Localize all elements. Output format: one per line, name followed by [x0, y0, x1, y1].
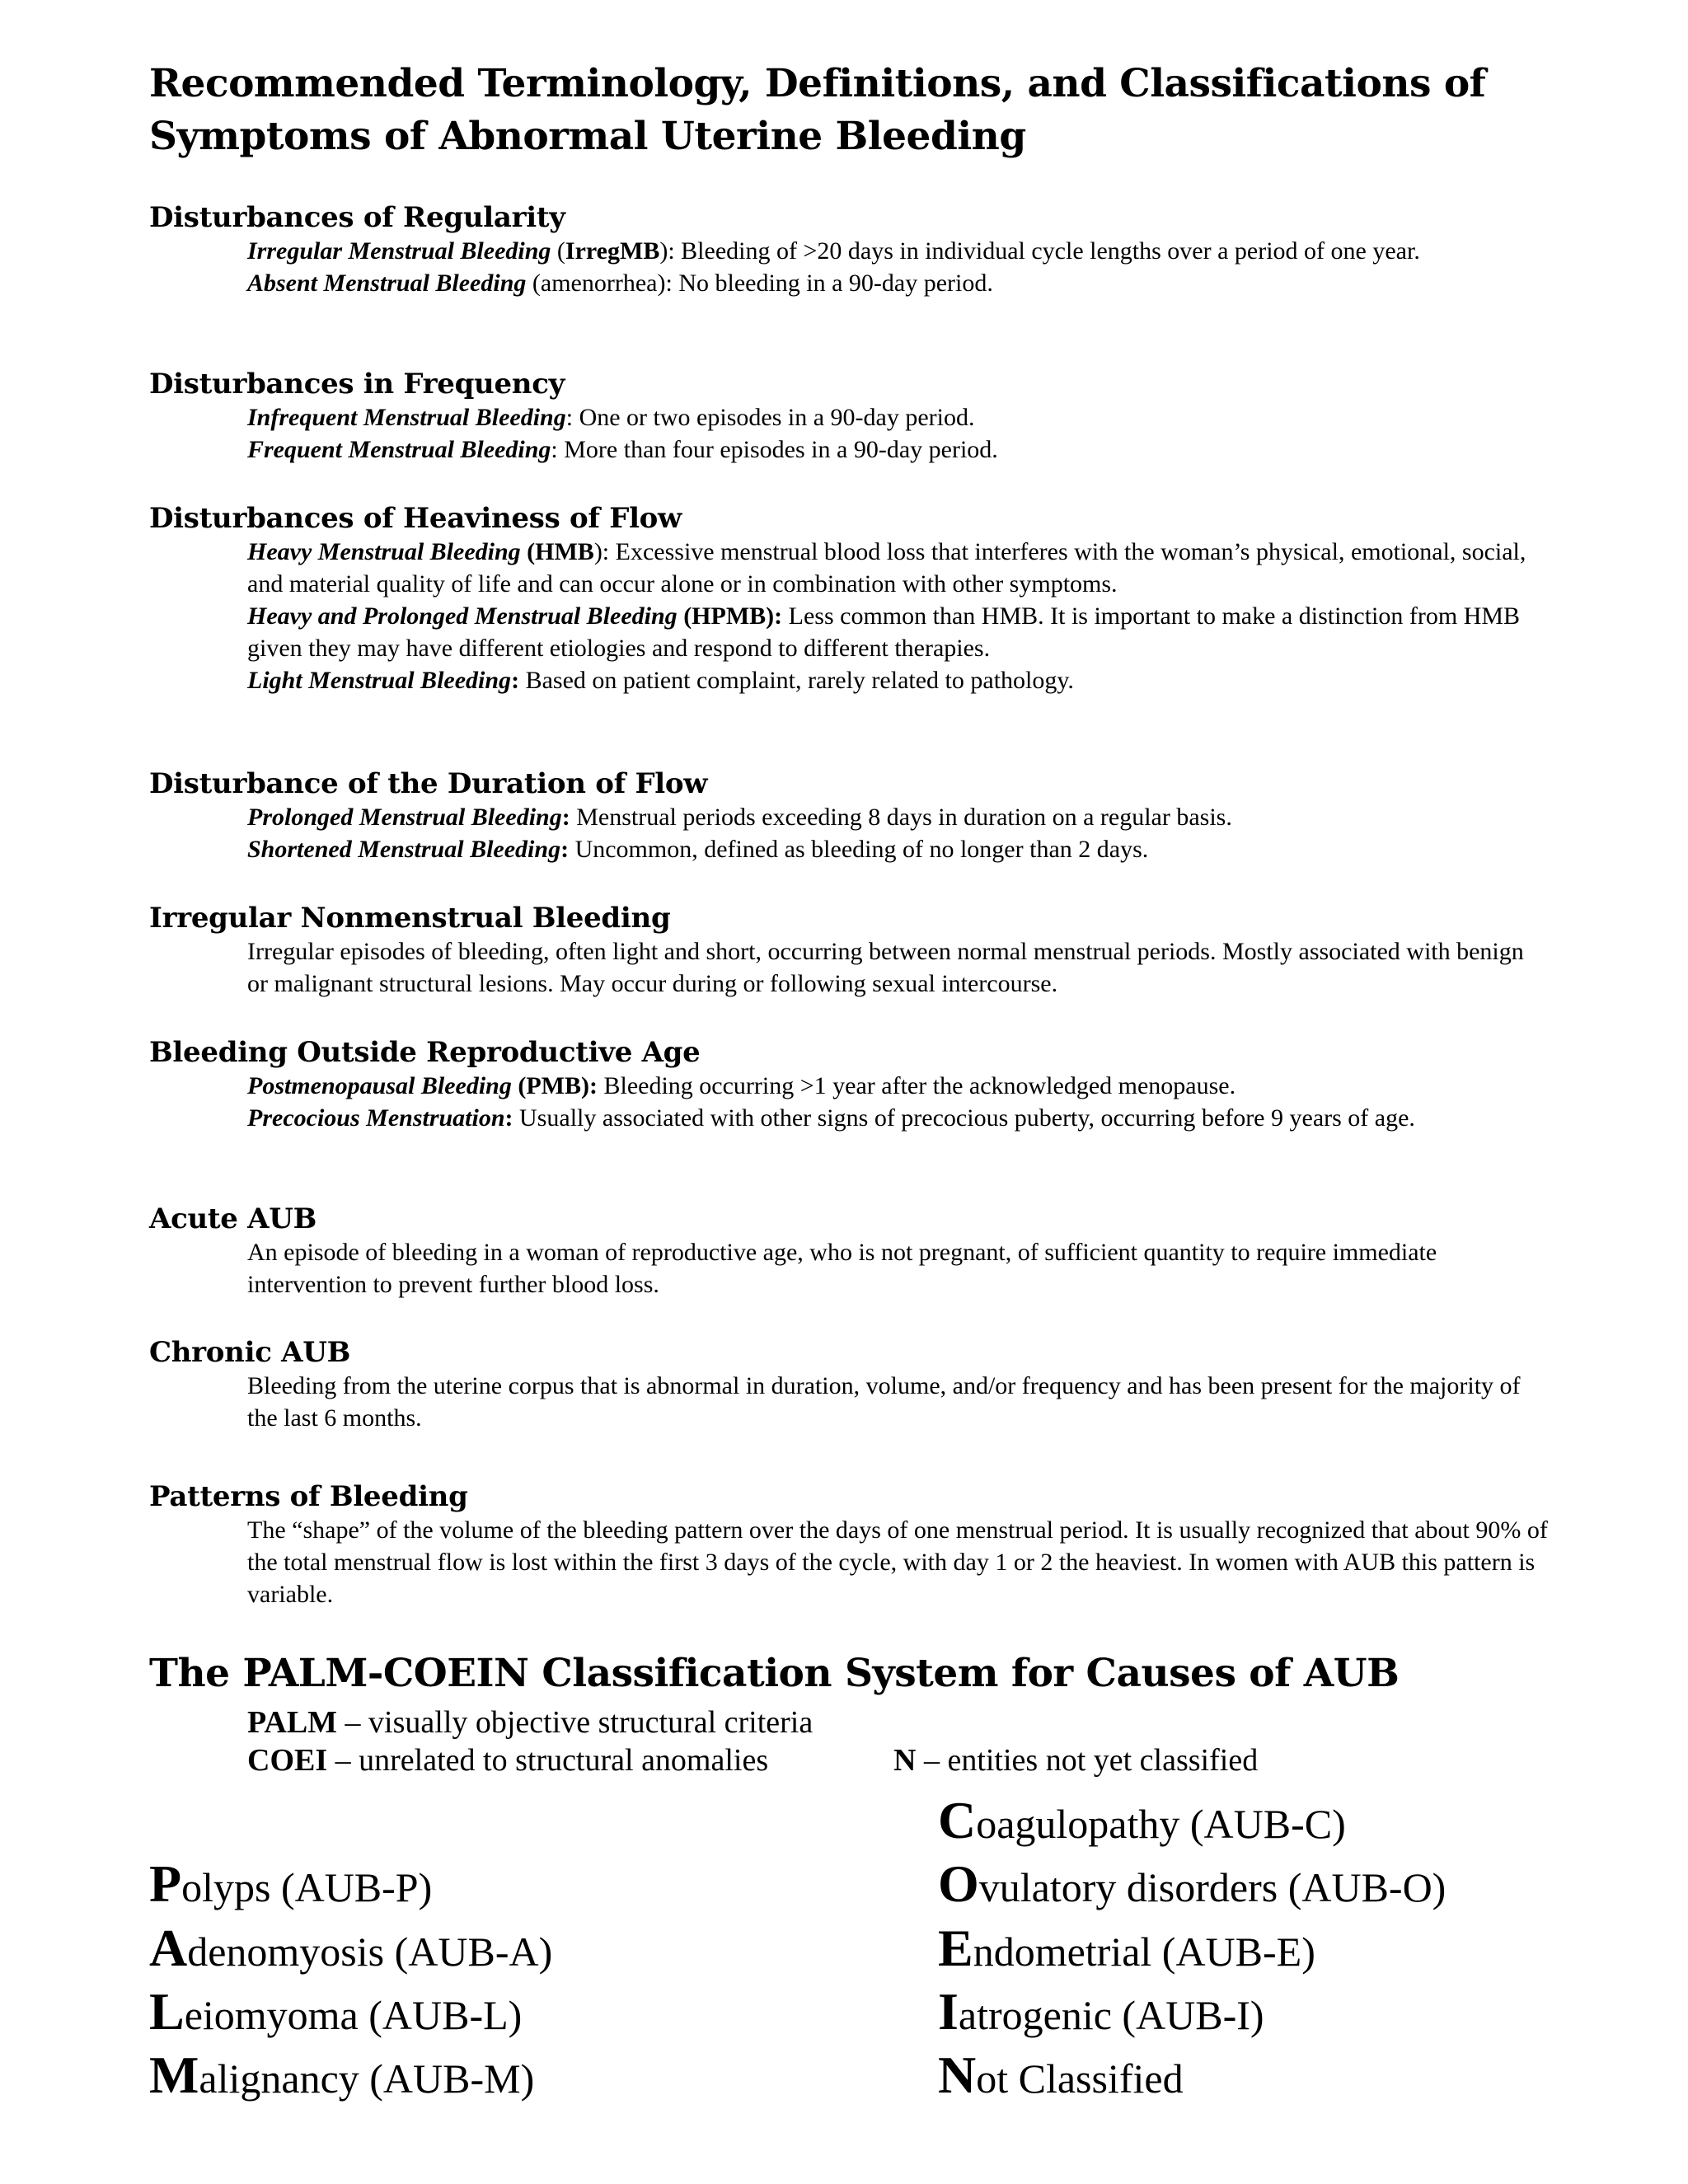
definition-entry: Infrequent Menstrual Bleeding: One or two episodes in a 90-day period. [247, 404, 975, 431]
cause-leiomyoma: Leiomyoma (AUB-L) [149, 1982, 523, 2041]
section-regularity [149, 200, 1550, 299]
definition-entry: Heavy and Prolonged Menstrual Bleeding (HPMB): Less common than HMB. It is important to make a distinction from HMB given they may have different etiologies and respond to different therapies. [247, 602, 1521, 662]
section-outside-reproductive-age [149, 1035, 1550, 1134]
section-nonmenstrual [149, 901, 1550, 1000]
definition-entry: Postmenopausal Bleeding (PMB): Bleeding occurring >1 year after the acknowledged menopause. [247, 1072, 1236, 1099]
section-heading: Disturbances of Heaviness of Flow [149, 502, 682, 535]
section-heading: Disturbance of the Duration of Flow [149, 767, 708, 800]
section-heaviness [149, 501, 1550, 696]
section-chronic-aub [149, 1335, 1550, 1434]
cause-endometrial: Endometrial (AUB-E) [938, 1919, 1315, 1977]
definition-entry: Shortened Menstrual Bleeding: Uncommon, defined as bleeding of no longer than 2 days. [247, 836, 1149, 863]
cause-malignancy: Malignancy (AUB-M) [149, 2046, 535, 2104]
cause-coagulopathy: Coagulopathy (AUB-C) [938, 1791, 1346, 1849]
section-frequency [149, 367, 1550, 466]
section-heading: Patterns of Bleeding [149, 1480, 468, 1513]
section-acute-aub [149, 1202, 1550, 1301]
definition-entry: Irregular Menstrual Bleeding (IrregMB): Bleeding of >20 days in individual cycle lengths over a period of one year. [247, 237, 1420, 265]
definition-entry: An episode of bleeding in a woman of reproductive age, who is not pregnant, of sufficient quantity to require immediate intervention to prevent further blood loss. [247, 1239, 1437, 1298]
cause-iatrogenic: Iatrogenic (AUB-I) [938, 1982, 1264, 2041]
section-heading: Chronic AUB [149, 1336, 351, 1369]
n-legend: N – entities not yet classified [893, 1743, 1259, 1778]
definition-entry: Absent Menstrual Bleeding (amenorrhea): No bleeding in a 90-day period. [247, 269, 993, 297]
palm-coein-title: The PALM-COEIN Classification System for Causes of AUB [149, 1651, 1400, 1696]
coei-legend: COEI – unrelated to structural anomalies [247, 1743, 769, 1778]
definition-entry: Light Menstrual Bleeding: Based on patient complaint, rarely related to pathology. [247, 667, 1074, 694]
cause-adenomyosis: Adenomyosis (AUB-A) [149, 1919, 553, 1977]
definition-entry: The “shape” of the volume of the bleeding pattern over the days of one menstrual period. It is usually recognized that about 90% of the total menstrual flow is lost within the first 3 days of the cycle, with day 1 or 2 the heaviest. In women with AUB this pattern is variable. [247, 1516, 1548, 1608]
definition-entry: Prolonged Menstrual Bleeding: Menstrual periods exceeding 8 days in duration on a regular basis. [247, 804, 1232, 831]
section-patterns [149, 1479, 1550, 1610]
definition-entry: Bleeding from the uterine corpus that is abnormal in duration, volume, and/or frequency and has been present for the majority of the last 6 months. [247, 1372, 1521, 1432]
section-heading: Acute AUB [149, 1202, 317, 1235]
definition-entry: Irregular episodes of bleeding, often light and short, occurring between normal menstrual periods. Mostly associated with benign or malignant structural lesions. May occur during or following sexual intercourse. [247, 938, 1524, 997]
section-heading: Irregular Nonmenstrual Bleeding [149, 902, 671, 935]
palm-legend: PALM – visually objective structural criteria [247, 1705, 814, 1740]
document-title: Recommended Terminology, Definitions, and Classifications of Symptoms of Abnormal Uterine Bleeding [149, 61, 1486, 159]
cause-polyps: Polyps (AUB-P) [149, 1854, 433, 1913]
section-heading: Bleeding Outside Reproductive Age [149, 1036, 701, 1069]
definition-entry: Frequent Menstrual Bleeding: More than four episodes in a 90-day period. [247, 436, 998, 463]
definition-entry: Precocious Menstruation: Usually associated with other signs of precocious puberty, occurring before 9 years of age. [247, 1104, 1415, 1132]
cause-ovulatory: Ovulatory disorders (AUB-O) [938, 1854, 1447, 1913]
section-heading: Disturbances of Regularity [149, 201, 565, 234]
definition-entry: Heavy Menstrual Bleeding (HMB): Excessive menstrual blood loss that interferes with the woman’s physical, emotional, social, and material quality of life and can occur alone or in combination with other symptoms. [247, 538, 1526, 598]
cause-not-classified: Not Classified [938, 2046, 1184, 2104]
section-heading: Disturbances in Frequency [149, 368, 565, 401]
section-duration [149, 766, 1550, 865]
